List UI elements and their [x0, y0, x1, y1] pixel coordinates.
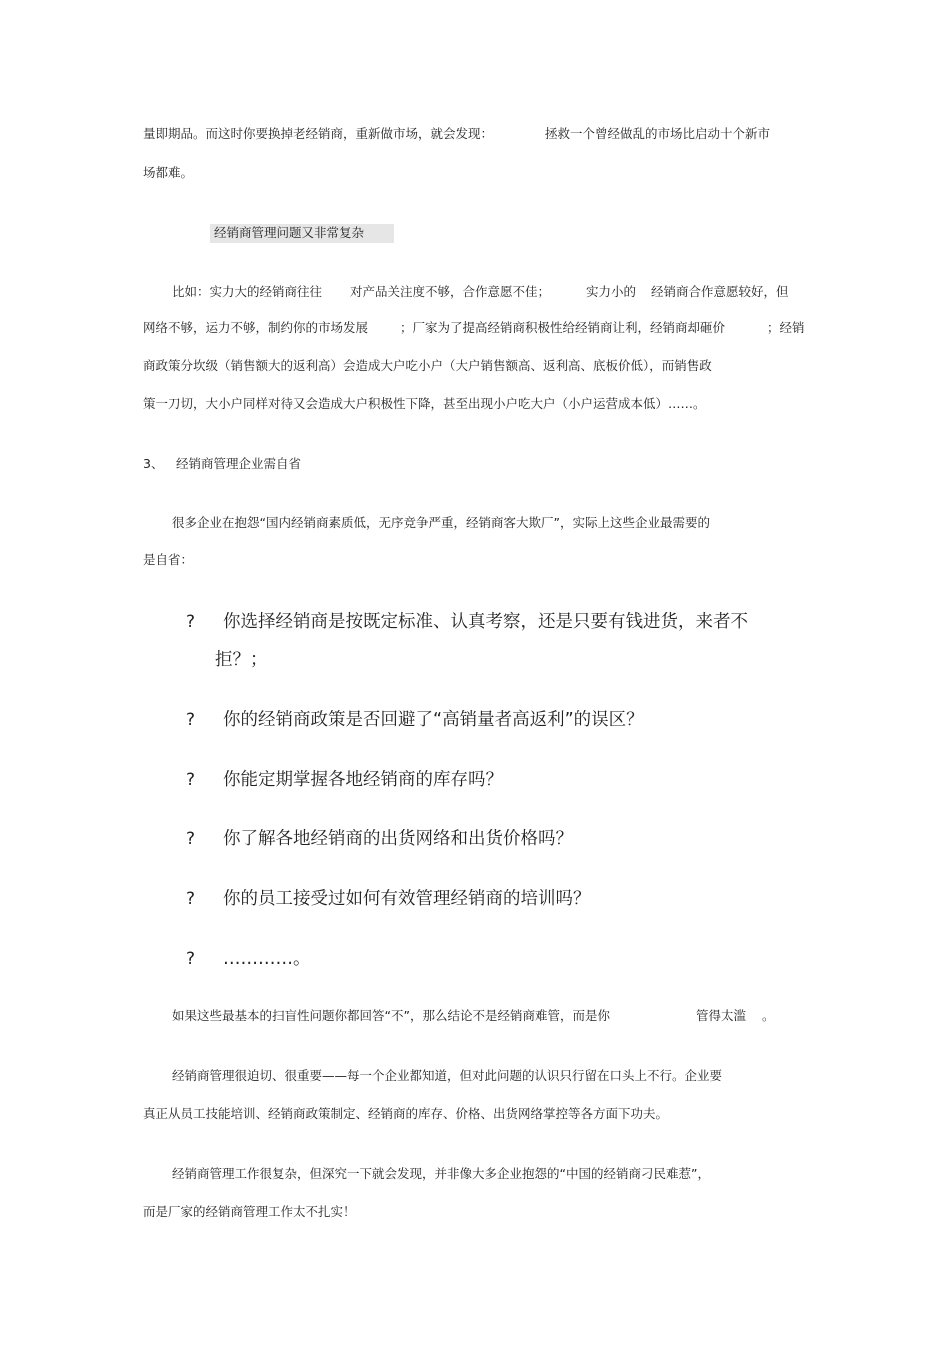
question-text: 你选择经销商是按既定标准、认真考察，还是只要有钱进货，来者不 — [223, 612, 748, 632]
paragraph-2-line-1 — [172, 284, 812, 300]
paragraph-3-line-2: 是自省： — [143, 552, 194, 567]
question-text: 你的经销商政策是否回避了“高销量者高返利”的误区？ — [223, 710, 644, 730]
paragraph-4 — [172, 1008, 792, 1024]
paragraph-6-line-1: 经销商管理工作很复杂，但深究一下就会发现，并非像大多企业抱怨的“中国的经销商刁民难惹”， — [172, 1166, 710, 1181]
paragraph-2-line-2-part-c: ；经销 — [767, 320, 805, 335]
paragraph-2-line-2 — [143, 320, 813, 336]
paragraph-1-line-1-part-b: 拯救一个曾经做乱的市场比启动十个新市 — [545, 126, 771, 141]
question-mark-icon: ? — [186, 949, 196, 969]
question-mark-icon: ? — [186, 710, 196, 730]
question-mark-icon: ? — [186, 612, 196, 632]
paragraph-2-line-1-part-d: 经销商合作意愿较好，但 — [651, 284, 789, 299]
section-3-number: 3、 — [143, 456, 164, 471]
paragraph-2-line-1-part-b: 对产品关注度不够，合作意愿不佳； — [350, 284, 551, 299]
question-text: 你能定期掌握各地经销商的库存吗？ — [223, 770, 503, 790]
question-text: 你的员工接受过如何有效管理经销商的培训吗？ — [223, 889, 591, 909]
paragraph-2-line-1-part-a: 比如：实力大的经销商往往 — [172, 284, 323, 299]
paragraph-4-part-b: 管得太滥 — [696, 1008, 747, 1023]
question-text-continued: 拒？； — [215, 650, 268, 670]
section-3-title: 经销商管理企业需自省 — [176, 456, 302, 471]
paragraph-1-line-2: 场都难。 — [143, 165, 194, 180]
paragraph-2-line-2-part-a: 网络不够，运力不够，制约你的市场发展 — [143, 320, 369, 335]
paragraph-6-line-2: 而是厂家的经销商管理工作太不扎实！ — [143, 1204, 356, 1219]
paragraph-2-line-2-part-b: ；厂家为了提高经销商积极性给经销商让利，经销商却砸价 — [400, 320, 726, 335]
highlighted-heading — [210, 224, 394, 243]
paragraph-1-line-1-part-a: 量即期品。而这时你要换掉老经销商，重新做市场，就会发现： — [143, 126, 494, 141]
paragraph-4-part-a: 如果这些最基本的扫盲性问题你都回答“不”，那么结论不是经销商难管，而是你 — [172, 1008, 610, 1023]
question-mark-icon: ? — [186, 889, 196, 909]
question-text: …………。 — [223, 949, 311, 969]
question-mark-icon: ? — [186, 829, 196, 849]
question-mark-icon: ? — [186, 770, 196, 790]
paragraph-4-part-c: 。 — [762, 1008, 775, 1023]
question-text: 你了解各地经销商的出货网络和出货价格吗？ — [223, 829, 573, 849]
paragraph-1-line-1 — [143, 126, 793, 142]
paragraph-2-line-1-part-c: 实力小的 — [586, 284, 637, 299]
paragraph-2-line-4: 策一刀切，大小户同样对待又会造成大户积极性下降，甚至出现小户吃大户（小户运营成本低）……。 — [143, 396, 706, 411]
paragraph-2-line-3: 商政策分坎级（销售额大的返利高）会造成大户吃小户（大户销售额高、返利高、底板价低），而销售政 — [143, 358, 712, 373]
paragraph-3-line-1: 很多企业在抱怨“国内经销商素质低，无序竞争严重，经销商客大欺厂”，实际上这些企业最需要的 — [172, 515, 710, 530]
paragraph-5-line-2: 真正从员工技能培训、经销商政策制定、经销商的库存、价格、出货网络掌控等各方面下功夫。 — [143, 1106, 669, 1121]
highlighted-heading-text: 经销商管理问题又非常复杂 — [214, 225, 365, 240]
paragraph-5-line-1: 经销商管理很迫切、很重要——每一个企业都知道，但对此问题的认识只行留在口头上不行。企业要 — [172, 1068, 723, 1083]
